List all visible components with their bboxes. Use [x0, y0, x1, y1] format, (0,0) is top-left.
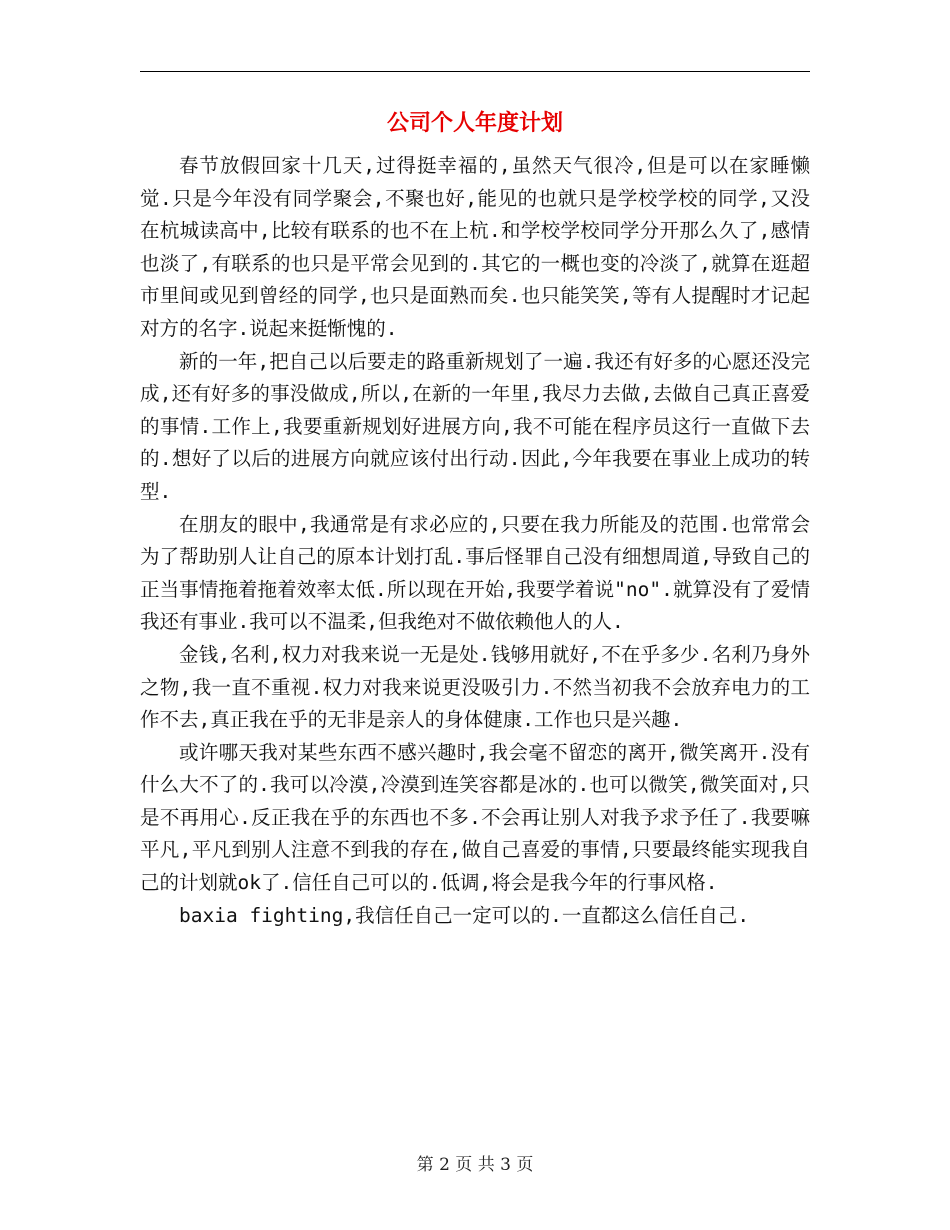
document-title: 公司个人年度计划 — [386, 111, 563, 136]
paragraph: 或许哪天我对某些东西不感兴趣时,我会毫不留恋的离开,微笑离开.没有什么大不了的.我可以冷漠,冷漠到连笑容都是冰的.也可以微笑,微笑面对,只是不再用心.反正我在乎的东西也不多.不会再让别人对我予求予任了.我要嘛平凡,平凡到别人注意不到我的存在,做自己喜爱的事情,只要最终能实现我自己的计划就ok了.信任自己可以的.低调,将会是我今年的行事风格. — [140, 740, 810, 895]
paragraph: 春节放假回家十几天,过得挺幸福的,虽然天气很冷,但是可以在家睡懒觉.只是今年没有同学聚会,不聚也好,能见的也就只是学校学校的同学,又没在杭城读高中,比较有联系的也不在上杭.和学校学校同学分开那么久了,感情也淡了,有联系的也只是平常会见到的.其它的一概也变的冷淡了,就算在逛超市里间或见到曾经的同学,也只是面熟而矣.也只能笑笑,等有人提醒时才记起对方的名字.说起来挺惭愧的. — [140, 154, 810, 340]
paragraph: baxia fighting,我信任自己一定可以的.一直都这么信任自己. — [179, 903, 750, 927]
document-body — [140, 150, 810, 932]
paragraph: 在朋友的眼中,我通常是有求必应的,只要在我力所能及的范围.也常常会为了帮助别人让自己的原本计划打乱.事后怪罪自己没有细想周道,导致自己的正当事情拖着拖着效率太低.所以现在开始,我要学着说"no".就算没有了爱情我还有事业.我可以不温柔,但我绝对不做依赖他人的人. — [140, 512, 810, 634]
page-number-footer: 第 2 页 共 3 页 — [416, 1155, 534, 1175]
paragraph: 新的一年,把自己以后要走的路重新规划了一遍.我还有好多的心愿还没完成,还有好多的事没做成,所以,在新的一年里,我尽力去做,去做自己真正喜爱的事情.工作上,我要重新规划好进展方向,我不可能在程序员这行一直做下去的.想好了以后的进展方向就应该付出行动.因此,今年我要在事业上成功的转型. — [140, 349, 810, 503]
paragraph: 金钱,名利,权力对我来说一无是处.钱够用就好,不在乎多少.名利乃身外之物,我一直不重视.权力对我来说更没吸引力.不然当初我不会放弃电力的工作不去,真正我在乎的无非是亲人的身体健康.工作也只是兴趣. — [140, 642, 810, 732]
header-rule — [140, 71, 810, 72]
